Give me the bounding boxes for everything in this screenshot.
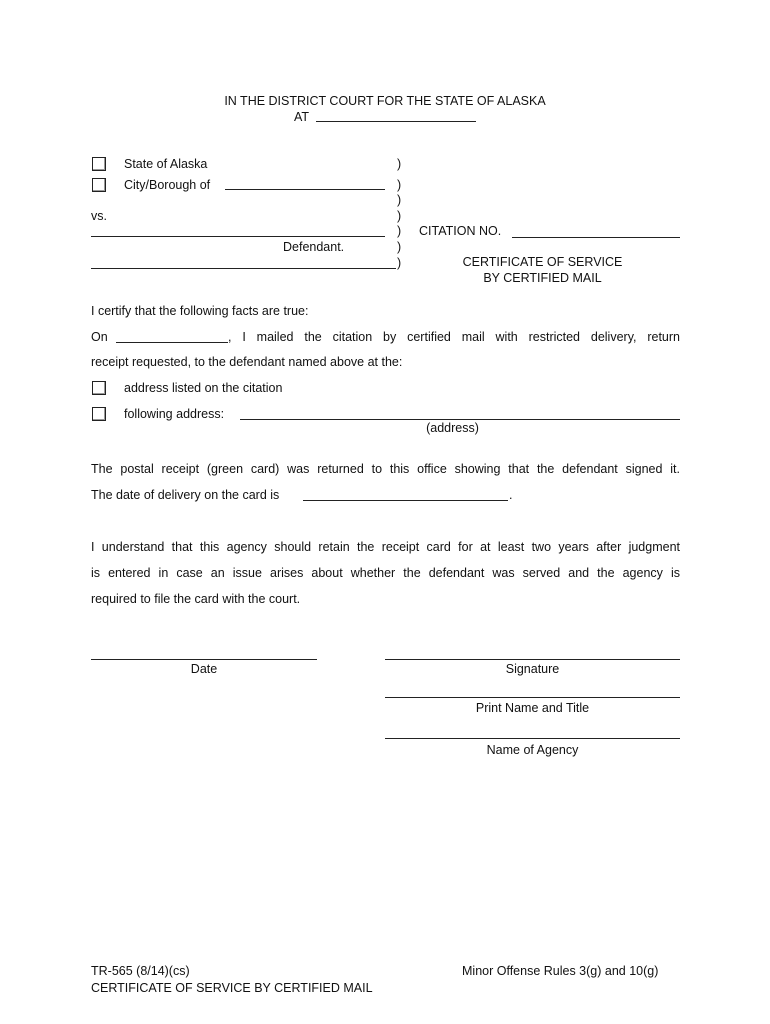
caption-paren: ) <box>397 256 402 270</box>
following-address-checkbox[interactable] <box>92 407 106 421</box>
print-name-label: Print Name and Title <box>475 701 590 715</box>
delivery-date-period: . <box>509 488 513 502</box>
certify-statement: I certify that the following facts are true: <box>91 304 309 318</box>
agency-name-label: Name of Agency <box>486 743 579 757</box>
caption-paren: ) <box>397 240 402 254</box>
vs-label: vs. <box>91 209 107 223</box>
citation-number-field[interactable] <box>512 237 680 238</box>
rules-reference: Minor Offense Rules 3(g) and 10(g) <box>462 964 659 978</box>
date-label: Date <box>190 662 218 676</box>
receipt-statement: receipt requested, to the defendant named above at the: <box>91 355 403 369</box>
state-of-alaska-checkbox[interactable] <box>92 157 106 171</box>
retain-statement-line2: is entered in case an issue arises about whether the defendant was served and the agency is <box>91 566 680 580</box>
delivery-date-label: The date of delivery on the card is <box>91 488 280 502</box>
at-label: AT <box>294 110 310 124</box>
court-location-field[interactable] <box>316 121 476 122</box>
postal-receipt-statement: The postal receipt (green card) was returned to this office showing that the defendant signed it. <box>91 462 680 476</box>
citation-address-checkbox[interactable] <box>92 381 106 395</box>
document-title-line1: CERTIFICATE OF SERVICE <box>462 255 623 269</box>
mailed-statement: , I mailed the citation by certified mail with restricted delivery, return <box>228 330 680 344</box>
city-borough-label: City/Borough of <box>124 178 211 192</box>
defendant-label: Defendant. <box>283 240 345 254</box>
defendant-name-field[interactable] <box>91 236 385 237</box>
court-heading: IN THE DISTRICT COURT FOR THE STATE OF ALASKA <box>224 94 546 108</box>
document-title-line2: BY CERTIFIED MAIL <box>483 271 602 285</box>
delivery-date-field[interactable] <box>303 500 508 501</box>
address-field[interactable] <box>240 419 680 420</box>
date-field[interactable] <box>91 659 317 660</box>
address-caption: (address) <box>426 421 479 435</box>
city-borough-checkbox[interactable] <box>92 178 106 192</box>
mailing-date-field[interactable] <box>116 342 228 343</box>
caption-paren: ) <box>397 224 402 238</box>
retain-statement-line3: required to file the card with the court. <box>91 592 301 606</box>
retain-statement-line1: I understand that this agency should retain the receipt card for at least two years after judgment <box>91 540 680 554</box>
signature-label: Signature <box>505 662 560 676</box>
caption-paren: ) <box>397 209 402 223</box>
form-title: CERTIFICATE OF SERVICE BY CERTIFIED MAIL <box>91 981 373 995</box>
caption-paren: ) <box>397 157 402 171</box>
agency-name-field[interactable] <box>385 738 680 739</box>
city-borough-field[interactable] <box>225 189 385 190</box>
caption-paren: ) <box>397 178 402 192</box>
state-of-alaska-label: State of Alaska <box>124 157 208 171</box>
on-label: On <box>91 330 108 344</box>
form-number: TR-565 (8/14)(cs) <box>91 964 190 978</box>
caption-bottom-line <box>91 268 396 269</box>
citation-address-label: address listed on the citation <box>124 381 283 395</box>
following-address-label: following address: <box>124 407 225 421</box>
signature-field[interactable] <box>385 659 680 660</box>
caption-paren: ) <box>397 193 402 207</box>
citation-label: CITATION NO. <box>419 224 502 238</box>
print-name-field[interactable] <box>385 697 680 698</box>
